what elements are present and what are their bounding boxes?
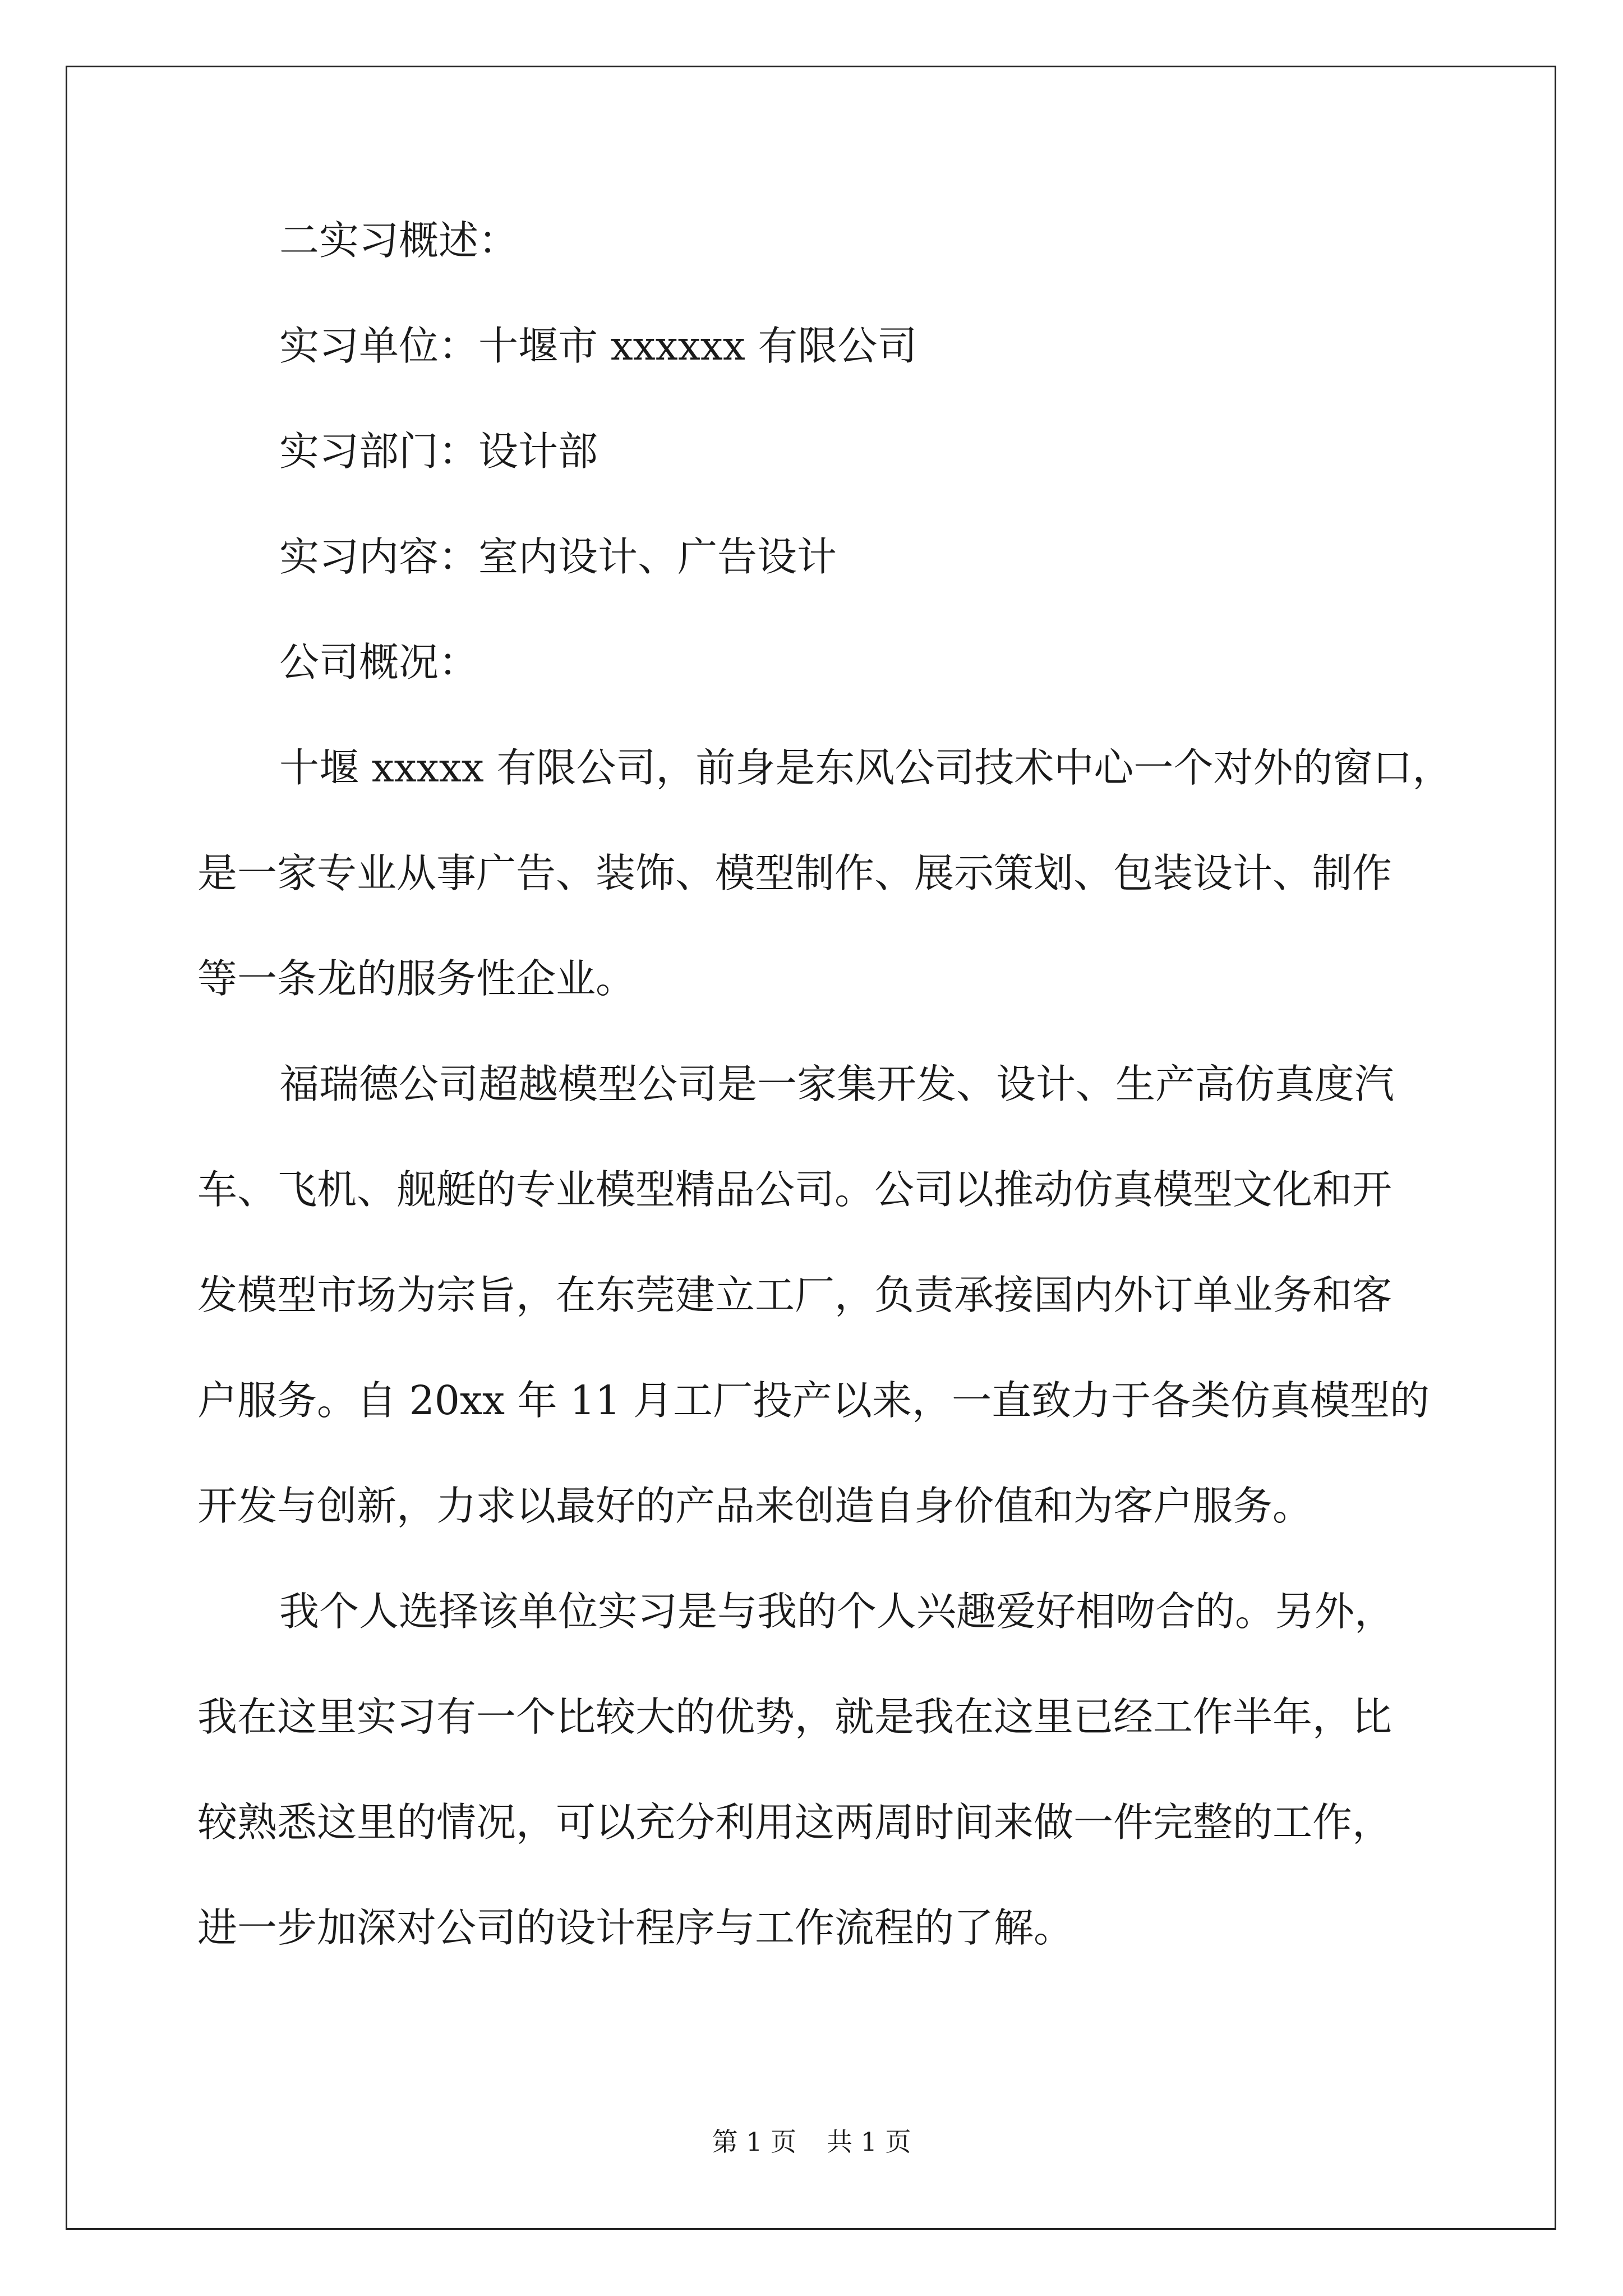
paragraph-2-line-5: 开发与创新，力求以最好的产品来创造自身价值和为客户服务。 — [197, 1483, 1313, 1529]
internship-content: 实习内容：室内设计、广告设计 — [279, 533, 837, 580]
paragraph-1-line-2: 是一家专业从事广告、装饰、模型制作、展示策划、包装设计、制作 — [197, 850, 1393, 896]
paragraph-3-line-2: 我在这里实习有一个比较大的优势，就是我在这里已经工作半年，比 — [197, 1694, 1393, 1740]
paragraph-2-line-1: 福瑞德公司超越模型公司是一家集开发、设计、生产高仿真度汽 — [279, 1061, 1395, 1107]
page-number-total: 共 1 页 — [827, 2127, 911, 2157]
paragraph-2-line-4: 户服务。自 20xx 年 11 月工厂投产以来，一直致力于各类仿真模型的 — [197, 1377, 1430, 1424]
page-number-current: 第 1 页 — [712, 2127, 796, 2157]
paragraph-3-line-3: 较熟悉这里的情况，可以充分利用这两周时间来做一件完整的工作， — [197, 1799, 1393, 1846]
paragraph-3-line-1: 我个人选择该单位实习是与我的个人兴趣爱好相吻合的。另外， — [279, 1588, 1395, 1635]
paragraph-2-line-3: 发模型市场为宗旨，在东莞建立工厂，负责承接国内外订单业务和客 — [197, 1272, 1393, 1318]
internship-department: 实习部门：设计部 — [279, 428, 598, 475]
section-heading: 二实习概述： — [279, 217, 519, 264]
company-overview-label: 公司概况： — [279, 639, 479, 685]
internship-unit: 实习单位：十堰市 xxxxxx 有限公司 — [279, 323, 917, 369]
paragraph-2-line-2: 车、飞机、舰艇的专业模型精品公司。公司以推动仿真模型文化和开 — [197, 1166, 1393, 1213]
page-footer — [0, 2128, 1623, 2156]
paragraph-1-line-1: 十堰 xxxxx 有限公司，前身是东风公司技术中心一个对外的窗口， — [279, 744, 1453, 791]
document-body — [197, 219, 1461, 1950]
paragraph-1-line-3: 等一条龙的服务性企业。 — [197, 955, 636, 1002]
paragraph-3-line-4: 进一步加深对公司的设计程序与工作流程的了解。 — [197, 1904, 1074, 1951]
